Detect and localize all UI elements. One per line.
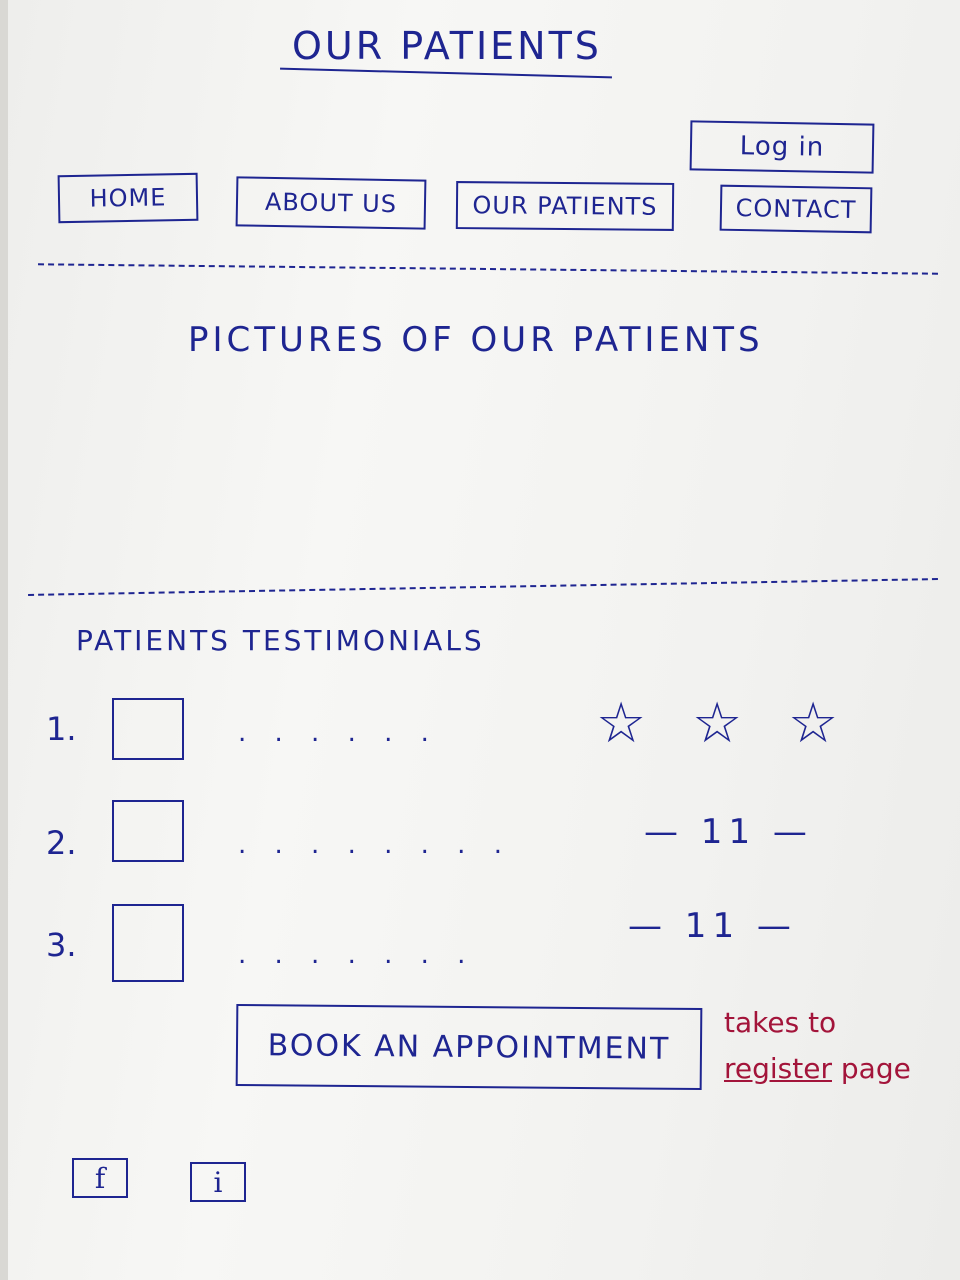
nav-home-button[interactable]: HOME xyxy=(58,173,199,223)
paper-sketch xyxy=(8,0,960,1280)
testimonial-text: . . . . . . . . xyxy=(238,830,512,860)
annotation-line xyxy=(724,1046,911,1092)
testimonial-avatar-placeholder xyxy=(112,904,184,982)
section-divider xyxy=(28,578,938,596)
facebook-icon[interactable]: f xyxy=(72,1158,128,1198)
nav-contact-button[interactable]: CONTACT xyxy=(720,185,873,234)
testimonial-avatar-placeholder xyxy=(112,800,184,862)
instagram-icon[interactable]: i xyxy=(190,1162,246,1202)
testimonial-row xyxy=(8,798,960,878)
rating-stars: ☆ ☆ ☆ xyxy=(596,691,853,756)
nav-our-patients-button[interactable]: OUR PATIENTS xyxy=(456,181,674,231)
login-button[interactable]: Log in xyxy=(690,120,875,173)
testimonial-text: . . . . . . xyxy=(238,718,439,748)
annotation-text: takes to xyxy=(724,1006,837,1039)
rating-ditto: — 11 — xyxy=(628,906,797,946)
testimonial-row xyxy=(8,691,960,776)
title-underline xyxy=(280,68,612,79)
testimonial-avatar-placeholder xyxy=(112,698,184,760)
testimonial-number: 2. xyxy=(46,824,77,862)
annotation-note xyxy=(724,1000,911,1092)
testimonial-number: 3. xyxy=(46,926,77,964)
testimonial-number: 1. xyxy=(46,710,77,748)
book-appointment-button[interactable]: BOOK AN APPOINTMENT xyxy=(236,1004,703,1090)
section-divider xyxy=(38,263,938,274)
testimonial-text: . . . . . . . xyxy=(238,940,476,970)
testimonials-title: PATIENTS TESTIMONIALS xyxy=(76,624,485,657)
testimonial-row xyxy=(8,904,960,984)
rating-ditto: — 11 — xyxy=(644,812,813,852)
nav-about-button[interactable]: ABOUT US xyxy=(236,176,427,229)
annotation-text: page xyxy=(840,1052,911,1085)
pictures-section-title: PICTURES OF OUR PATIENTS xyxy=(188,320,764,360)
annotation-register-word: register xyxy=(724,1052,832,1085)
page-title: OUR PATIENTS xyxy=(292,24,602,68)
